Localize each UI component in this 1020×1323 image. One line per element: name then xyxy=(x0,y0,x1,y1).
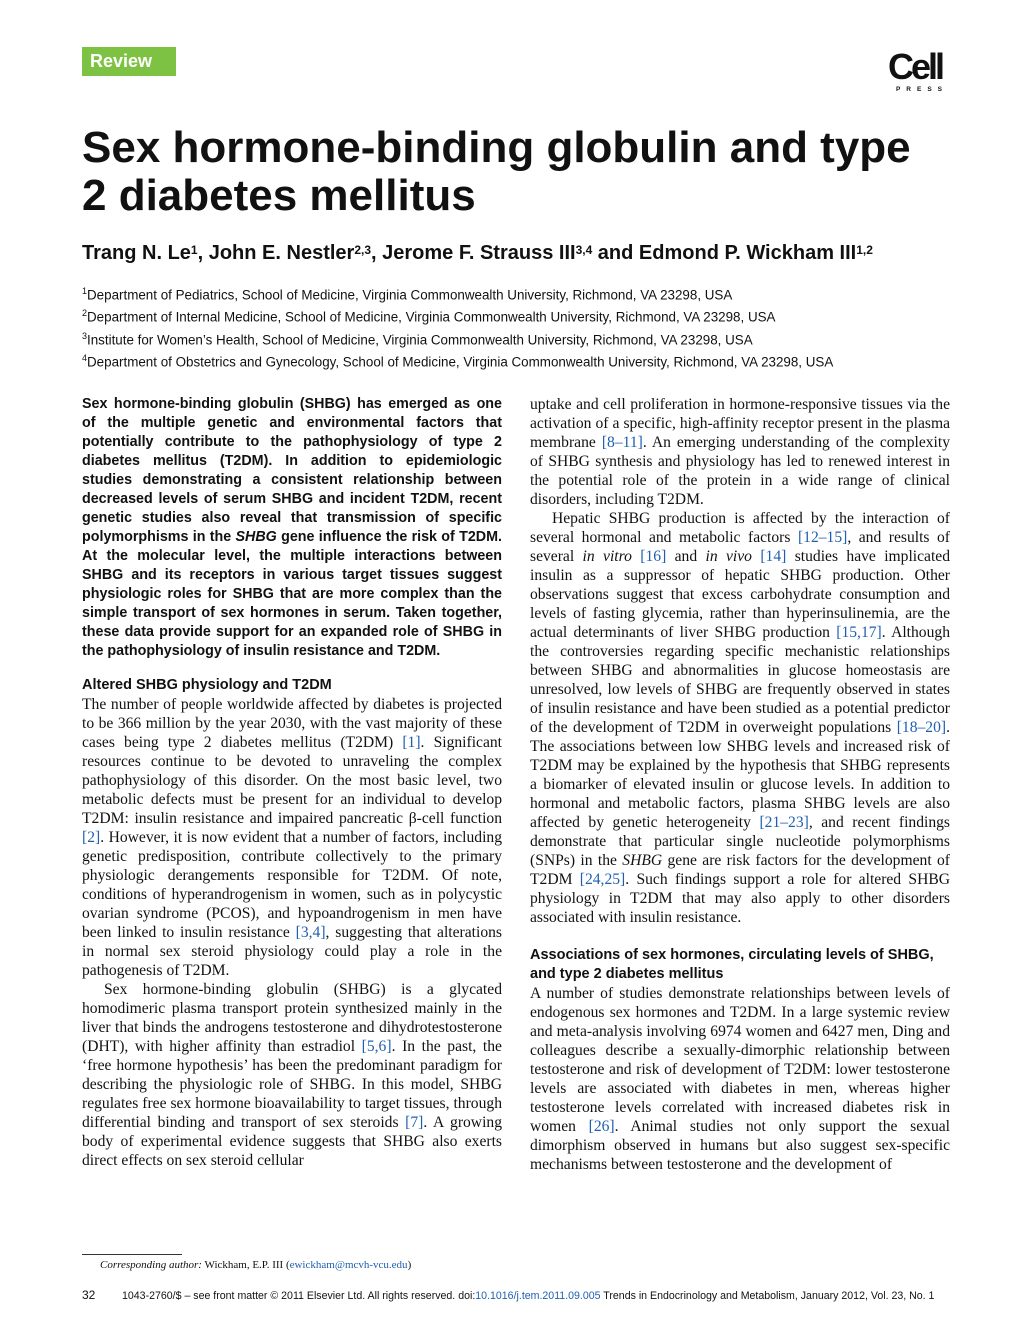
body-text: . Significant resources continue to be devoted to unraveling the complex pathophysiology of this disorder. On the most basic level, two metabolic defects must be present for an individual to develop T2DM: insulin resistance and impaired pancreatic β-cell function xyxy=(82,734,502,827)
body-text: , and recent findings demonstrate that particular single nucleotide polymorphisms (SNPs) in the xyxy=(530,814,950,869)
author-separator: , xyxy=(371,242,383,264)
affiliation-number: 2 xyxy=(82,308,88,319)
abstract-text: Sex hormone-binding globulin (SHBG) has emerged as one of the multiple genetic and environmental factors that potentially contribute to the pathophysiology of type 2 diabetes mellitus (T2DM). In addition to epidemiologic studies demonstrating a consistent relationship between decreased levels of serum SHBG and incident T2DM, recent genetic studies also reveal that transmission of specific polymorphisms in the xyxy=(82,396,502,545)
page-number: 32 xyxy=(82,1288,96,1302)
citation-link[interactable]: [7] xyxy=(405,1114,424,1131)
citation-link[interactable]: [14] xyxy=(760,548,787,565)
body-text: Hepatic SHBG production is affected by the interaction of several hormonal and metabolic factors xyxy=(530,510,950,546)
corresponding-author-note xyxy=(100,1258,411,1272)
article-type-tag: Review xyxy=(82,47,176,76)
citation-link[interactable]: [26] xyxy=(588,1118,615,1135)
logo-sub-text: PRESS xyxy=(895,86,948,93)
left-column xyxy=(82,395,502,1170)
author-affiliation-ref: 3,4 xyxy=(575,243,593,257)
affiliation-number: 4 xyxy=(82,353,88,364)
citation-link[interactable]: [5,6] xyxy=(361,1038,392,1055)
section-heading: Altered SHBG physiology and T2DM xyxy=(82,677,332,693)
body-text: uptake and cell proliferation in hormone-responsive tissues via the activation of a specific, high-affinity receptor present in the plasma membrane xyxy=(530,396,950,451)
author-conjunction: and xyxy=(592,242,639,264)
body-text: and xyxy=(666,548,706,565)
body-text: . An emerging understanding of the complexity of SHBG synthesis and physiology has led to renewed interest in the potential role of the protein in a wide range of clinical disorders, including T2DM. xyxy=(530,434,950,508)
journal-info: Trends in Endocrinology and Metabolism, January 2012, Vol. 23, No. 1 xyxy=(600,1290,935,1302)
affiliation-list xyxy=(82,282,962,372)
italic-term: in vitro xyxy=(582,548,632,565)
footnote-label: Corresponding author: xyxy=(100,1259,202,1271)
footnote-author: Wickham, E.P. III ( xyxy=(201,1259,290,1271)
author-affiliation-ref: 1 xyxy=(190,243,198,257)
article-title: Sex hormone-binding globulin and type 2 diabetes mellitus xyxy=(82,123,911,220)
section-heading: Associations of sex hormones, circulating levels of SHBG, and type 2 diabetes mellitus xyxy=(530,947,934,982)
affiliation-text: Department of Obstetrics and Gynecology, School of Medicine, Virginia Commonwealth University, Richmond, VA 23298, USA xyxy=(87,354,834,370)
body-paragraph xyxy=(530,395,950,509)
affiliation-number: 3 xyxy=(82,330,88,341)
author-affiliation-ref: 1,2 xyxy=(856,243,873,257)
affiliation xyxy=(82,304,962,326)
body-text: gene are risk factors for the development of T2DM xyxy=(530,852,950,888)
italic-term: in vivo xyxy=(705,548,752,565)
cell-press-logo xyxy=(888,46,952,98)
citation-link[interactable]: [2] xyxy=(82,829,101,846)
citation-link[interactable]: [8–11] xyxy=(601,434,643,451)
citation-link[interactable]: [24,25] xyxy=(579,871,626,888)
body-text: , and results of several xyxy=(530,529,951,565)
body-paragraph xyxy=(530,509,950,927)
page-footer xyxy=(82,1288,952,1303)
citation-link[interactable]: [3,4] xyxy=(295,924,326,941)
body-text: , suggesting that alterations in normal sex steroid physiology could play a role in the pathogenesis of T2DM. xyxy=(82,924,502,979)
body-text: . The associations between low SHBG levels and increased risk of T2DM may be explained by the hypothesis that SHBG represents a biomarker of elevated insulin or glucose levels. In addition to hormonal and metabolic factors, plasma SHBG levels are also affected by genetic heterogeneity xyxy=(530,719,950,831)
author-affiliation-ref: 2,3 xyxy=(354,243,372,257)
footnote-divider xyxy=(82,1254,182,1255)
affiliation xyxy=(82,327,962,349)
abstract-text: gene influence the risk of T2DM. At the molecular level, the multiple interactions between SHBG and its receptors in various target tissues suggest physiologic roles for SHBG that are more complex than the simple transport of sex hormones in serum. Taken together, these data provide support for an expanded role of SHBG in the pathophysiology of insulin resistance and T2DM. xyxy=(82,529,502,659)
citation-link[interactable]: [21–23] xyxy=(759,814,809,831)
affiliation xyxy=(82,349,962,371)
citation-link[interactable]: [16] xyxy=(640,548,667,565)
body-text: studies have implicated insulin as a suppressor of hepatic SHBG production. Other observations suggest that excess carbohydrate consumption and levels of fasting glycemia, rather than hyperinsulinemia, are the actual determinants of liver SHBG production xyxy=(530,548,951,641)
affiliation-text: Institute for Women’s Health, School of Medicine, Virginia Commonwealth University, Richmond, VA 23298, USA xyxy=(87,332,753,348)
body-text: . A growing body of experimental evidence suggests that SHBG also exerts direct effects on sex steroid cellular xyxy=(82,1114,502,1169)
body-paragraph xyxy=(82,980,502,1170)
affiliation-number: 1 xyxy=(82,286,88,296)
author-list xyxy=(82,240,962,266)
affiliation-text: Department of Pediatrics, School of Medicine, Virginia Commonwealth University, Richmond, VA 23298, USA xyxy=(87,287,733,303)
body-text: . In the past, the ‘free hormone hypothesis’ has been the predominant paradigm for describing the physiologic role of SHBG. In this model, SHBG regulates free sex hormone bioavailability to target tissues, through differential binding and transport of sex steroids xyxy=(82,1038,502,1131)
footnote-close: ) xyxy=(407,1259,412,1271)
author-name: Edmond P. Wickham III xyxy=(638,242,857,264)
doi-link[interactable]: 10.1016/j.tem.2011.09.005 xyxy=(475,1290,601,1302)
body-paragraph xyxy=(530,984,950,1174)
body-text: Sex hormone-binding globulin (SHBG) is a glycated homodimeric plasma transport protein synthesized mainly in the liver that binds the androgens testosterone and dihydrotestosterone (DHT), with higher affinity than estradiol xyxy=(82,981,502,1055)
author-name: John E. Nestler xyxy=(208,242,355,264)
author-name: Jerome F. Strauss III xyxy=(382,242,576,264)
body-text: . Such findings support a role for altered SHBG physiology in T2DM that may also apply to other disorders associated with insulin resistance. xyxy=(530,871,951,926)
abstract xyxy=(82,395,502,661)
citation-link[interactable]: [12–15] xyxy=(797,529,848,546)
copyright-text: 1043-2760/$ – see front matter © 2011 Elsevier Ltd. All rights reserved. doi: xyxy=(122,1290,476,1302)
citation-link[interactable]: [18–20] xyxy=(896,719,947,736)
abstract-gene-name: SHBG xyxy=(235,529,277,545)
affiliation-text: Department of Internal Medicine, School of Medicine, Virginia Commonwealth University, Richmond, VA 23298, USA xyxy=(87,309,776,325)
author-separator: , xyxy=(197,242,209,264)
logo-main-text: Cell xyxy=(888,46,943,87)
citation-link[interactable]: [15,17] xyxy=(836,624,882,641)
author-name: Trang N. Le xyxy=(82,242,191,264)
body-text: A number of studies demonstrate relationships between levels of endogenous sex hormones and T2DM. In a large systemic review and meta-analysis involving 6974 women and 6427 men, Ding and colleagues describe a sexually-dimorphic relationship between testosterone and risk of development of T2DM: lower testosterone levels are associated with diabetes in men, whereas higher testosterone levels correlated with increased diabetes risk in women xyxy=(530,985,950,1135)
body-text: . Although the controversies regarding specific mechanistic relationships between SHBG and abnormalities in glucose homeostasis are unresolved, low levels of SHBG are frequently observed in states of insulin resistance and have been studied as a potential predictor of the development of T2DM in overweight populations xyxy=(530,624,950,736)
affiliation xyxy=(82,282,962,304)
right-column xyxy=(530,395,950,1174)
author-email-link[interactable]: ewickham@mcvh-vcu.edu xyxy=(289,1259,408,1271)
italic-term: SHBG xyxy=(622,852,663,869)
body-text: . Animal studies not only support the sexual dimorphism observed in humans but also suggest sex-specific mechanisms between testosterone and the development of xyxy=(530,1118,950,1173)
body-paragraph xyxy=(82,695,502,980)
body-text: The number of people worldwide affected by diabetes is projected to be 366 million by the year 2030, with the vast majority of these cases being type 2 diabetes mellitus (T2DM) xyxy=(82,696,502,751)
body-text: . However, it is now evident that a number of factors, including genetic predisposition, contribute collectively to the primary physiologic derangements responsible for T2DM. Of note, conditions of hyperandrogenism in women, such as in polycystic ovarian syndrome (PCOS), and hypoandrogenism in men have been linked to insulin resistance xyxy=(82,829,502,941)
citation-link[interactable]: [1] xyxy=(402,734,421,751)
